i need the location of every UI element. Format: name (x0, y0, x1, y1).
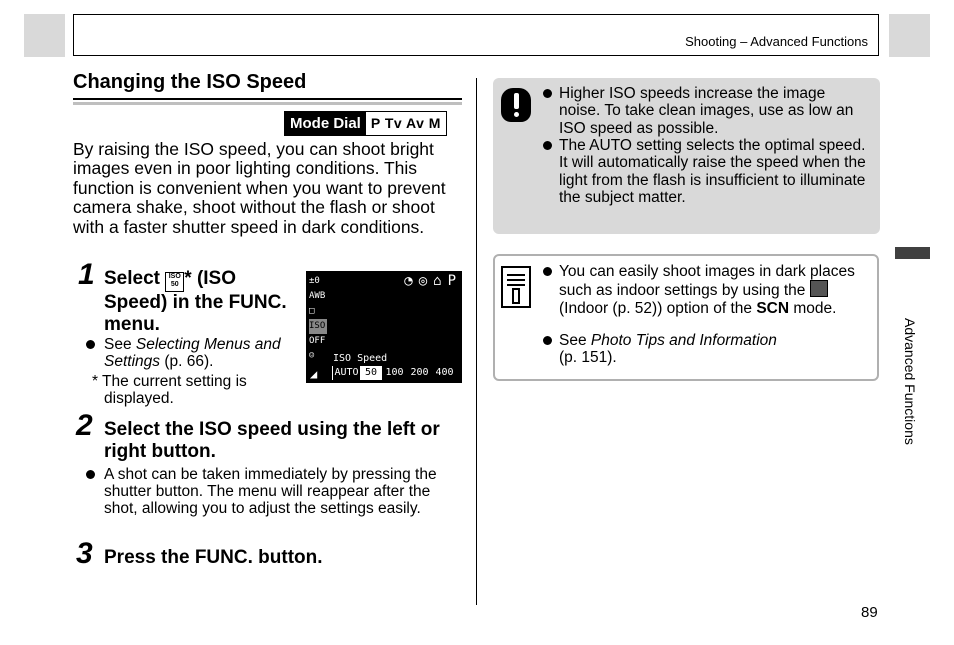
lcd-option-50: 50 (360, 366, 382, 380)
step-1-see: See (104, 336, 132, 353)
lcd-top-icons (404, 273, 456, 289)
lcd-options (332, 366, 457, 380)
step-1-note: * The current setting is displayed. (92, 373, 247, 407)
lcd-icon-flash: OFF (309, 336, 326, 346)
note-box (493, 254, 879, 381)
step-1-title-pre: Select (104, 268, 160, 289)
lcd-icon-iso: ISO (309, 319, 327, 334)
note-bullet-1-post: mode. (793, 299, 837, 317)
column-divider (476, 78, 477, 605)
lcd-option-auto: AUTO (332, 366, 360, 380)
note-bullet-1-mid: (Indoor (p. 52)) option of the (559, 299, 753, 317)
step-2-number: 2 (76, 409, 93, 442)
side-tab-label: Advanced Functions (902, 318, 918, 445)
step-1-title-post: * (ISO Speed) in the FUNC. menu. (104, 268, 287, 335)
note-bullet-2 (543, 332, 873, 367)
caution-bullet-1 (543, 85, 868, 137)
intro-paragraph: By raising the ISO speed, you can shoot bright images even in poor lighting conditions. This function is convenient when you want to prevent camera shake, shoot without the flash or shoot with a faster shutter speed in dark conditions. (73, 139, 446, 237)
mode-dial-indicator (284, 111, 447, 136)
note-bullet-2-page: (p. 151). (559, 349, 617, 367)
bullet-dot (543, 89, 552, 98)
mode-dial-label: Mode Dial (285, 112, 366, 135)
step-3-number: 3 (76, 537, 93, 570)
lcd-iso-label: ISO Speed (333, 353, 388, 364)
step-1-page-ref: (p. 66). (164, 353, 214, 370)
step-1-menu-ref: Selecting Menus and Settings (104, 336, 281, 370)
step-3-title: Press the FUNC. button. (104, 547, 323, 568)
side-tab-marker (895, 247, 930, 259)
note-bullet-1-pre: You can easily shoot images in dark places such as indoor settings by using the (559, 263, 855, 300)
lcd-option-200: 200 (410, 367, 429, 378)
iso-icon: ISO 50 (165, 272, 184, 292)
step-2-bullet (86, 466, 456, 517)
caution-icon (501, 88, 531, 122)
section-title: Changing the ISO Speed (73, 71, 307, 93)
corner-block-left (24, 14, 65, 57)
lcd-left-icons (309, 274, 327, 364)
note-bullet-2-ref: Photo Tips and Information (590, 332, 777, 349)
caution-bullet-2 (543, 137, 868, 206)
bullet-dot (86, 470, 95, 479)
bullet-dot (86, 340, 95, 349)
bullet-dot (543, 267, 552, 276)
memo-icon (501, 266, 531, 308)
note-bullet-2-see: See (559, 332, 587, 349)
page-number: 89 (861, 604, 878, 621)
lcd-bottom-icon: ◢ (310, 367, 318, 381)
step-1-title (104, 268, 299, 336)
step-2-bullet-text: A shot can be taken immediately by pressing the shutter button. The menu will reappear after the shot, allowing you to adjust the settings easily. (104, 466, 437, 517)
lcd-option-400: 400 (435, 367, 454, 378)
corner-block-right (889, 14, 930, 57)
lcd-icon-effect: ☺ (309, 351, 315, 361)
title-rule (73, 98, 462, 100)
caution-bullet-1-text: Higher ISO speeds increase the image noise. To take clean images, use as low an ISO speed as possible. (559, 85, 854, 137)
title-rule-shadow (73, 102, 462, 105)
lcd-icon-drive: □ (309, 306, 315, 316)
lcd-icon-exposure: ±0 (309, 276, 320, 286)
indoor-scene-icon (810, 280, 828, 297)
mode-dial-modes: P Tv Av M (366, 112, 446, 135)
step-1-bullet (86, 336, 286, 370)
lcd-mode: P (447, 273, 456, 289)
note-bullet-1 (543, 263, 873, 317)
lcd-option-100: 100 (385, 367, 404, 378)
camera-lcd-screen (306, 271, 462, 383)
caution-box (493, 78, 880, 234)
step-2-title: Select the ISO speed using the left or right button. (104, 419, 440, 462)
step-1-number: 1 (78, 258, 95, 291)
caution-bullet-2-text: The AUTO setting selects the optimal speed. It will automatically raise the speed when the light from the flash is insufficient to illuminate the subject matter. (559, 137, 866, 206)
lcd-icon-timer: ◔ (404, 273, 413, 289)
header-text: Shooting – Advanced Functions (685, 34, 868, 49)
lcd-icon-lock: ⌂ (433, 273, 442, 289)
scn-mode-label: SCN (756, 299, 790, 317)
lcd-icon-wb: AWB (309, 291, 326, 301)
lcd-icon-eye: ◎ (418, 273, 428, 289)
page-header (73, 14, 879, 56)
bullet-dot (543, 336, 552, 345)
bullet-dot (543, 141, 552, 150)
